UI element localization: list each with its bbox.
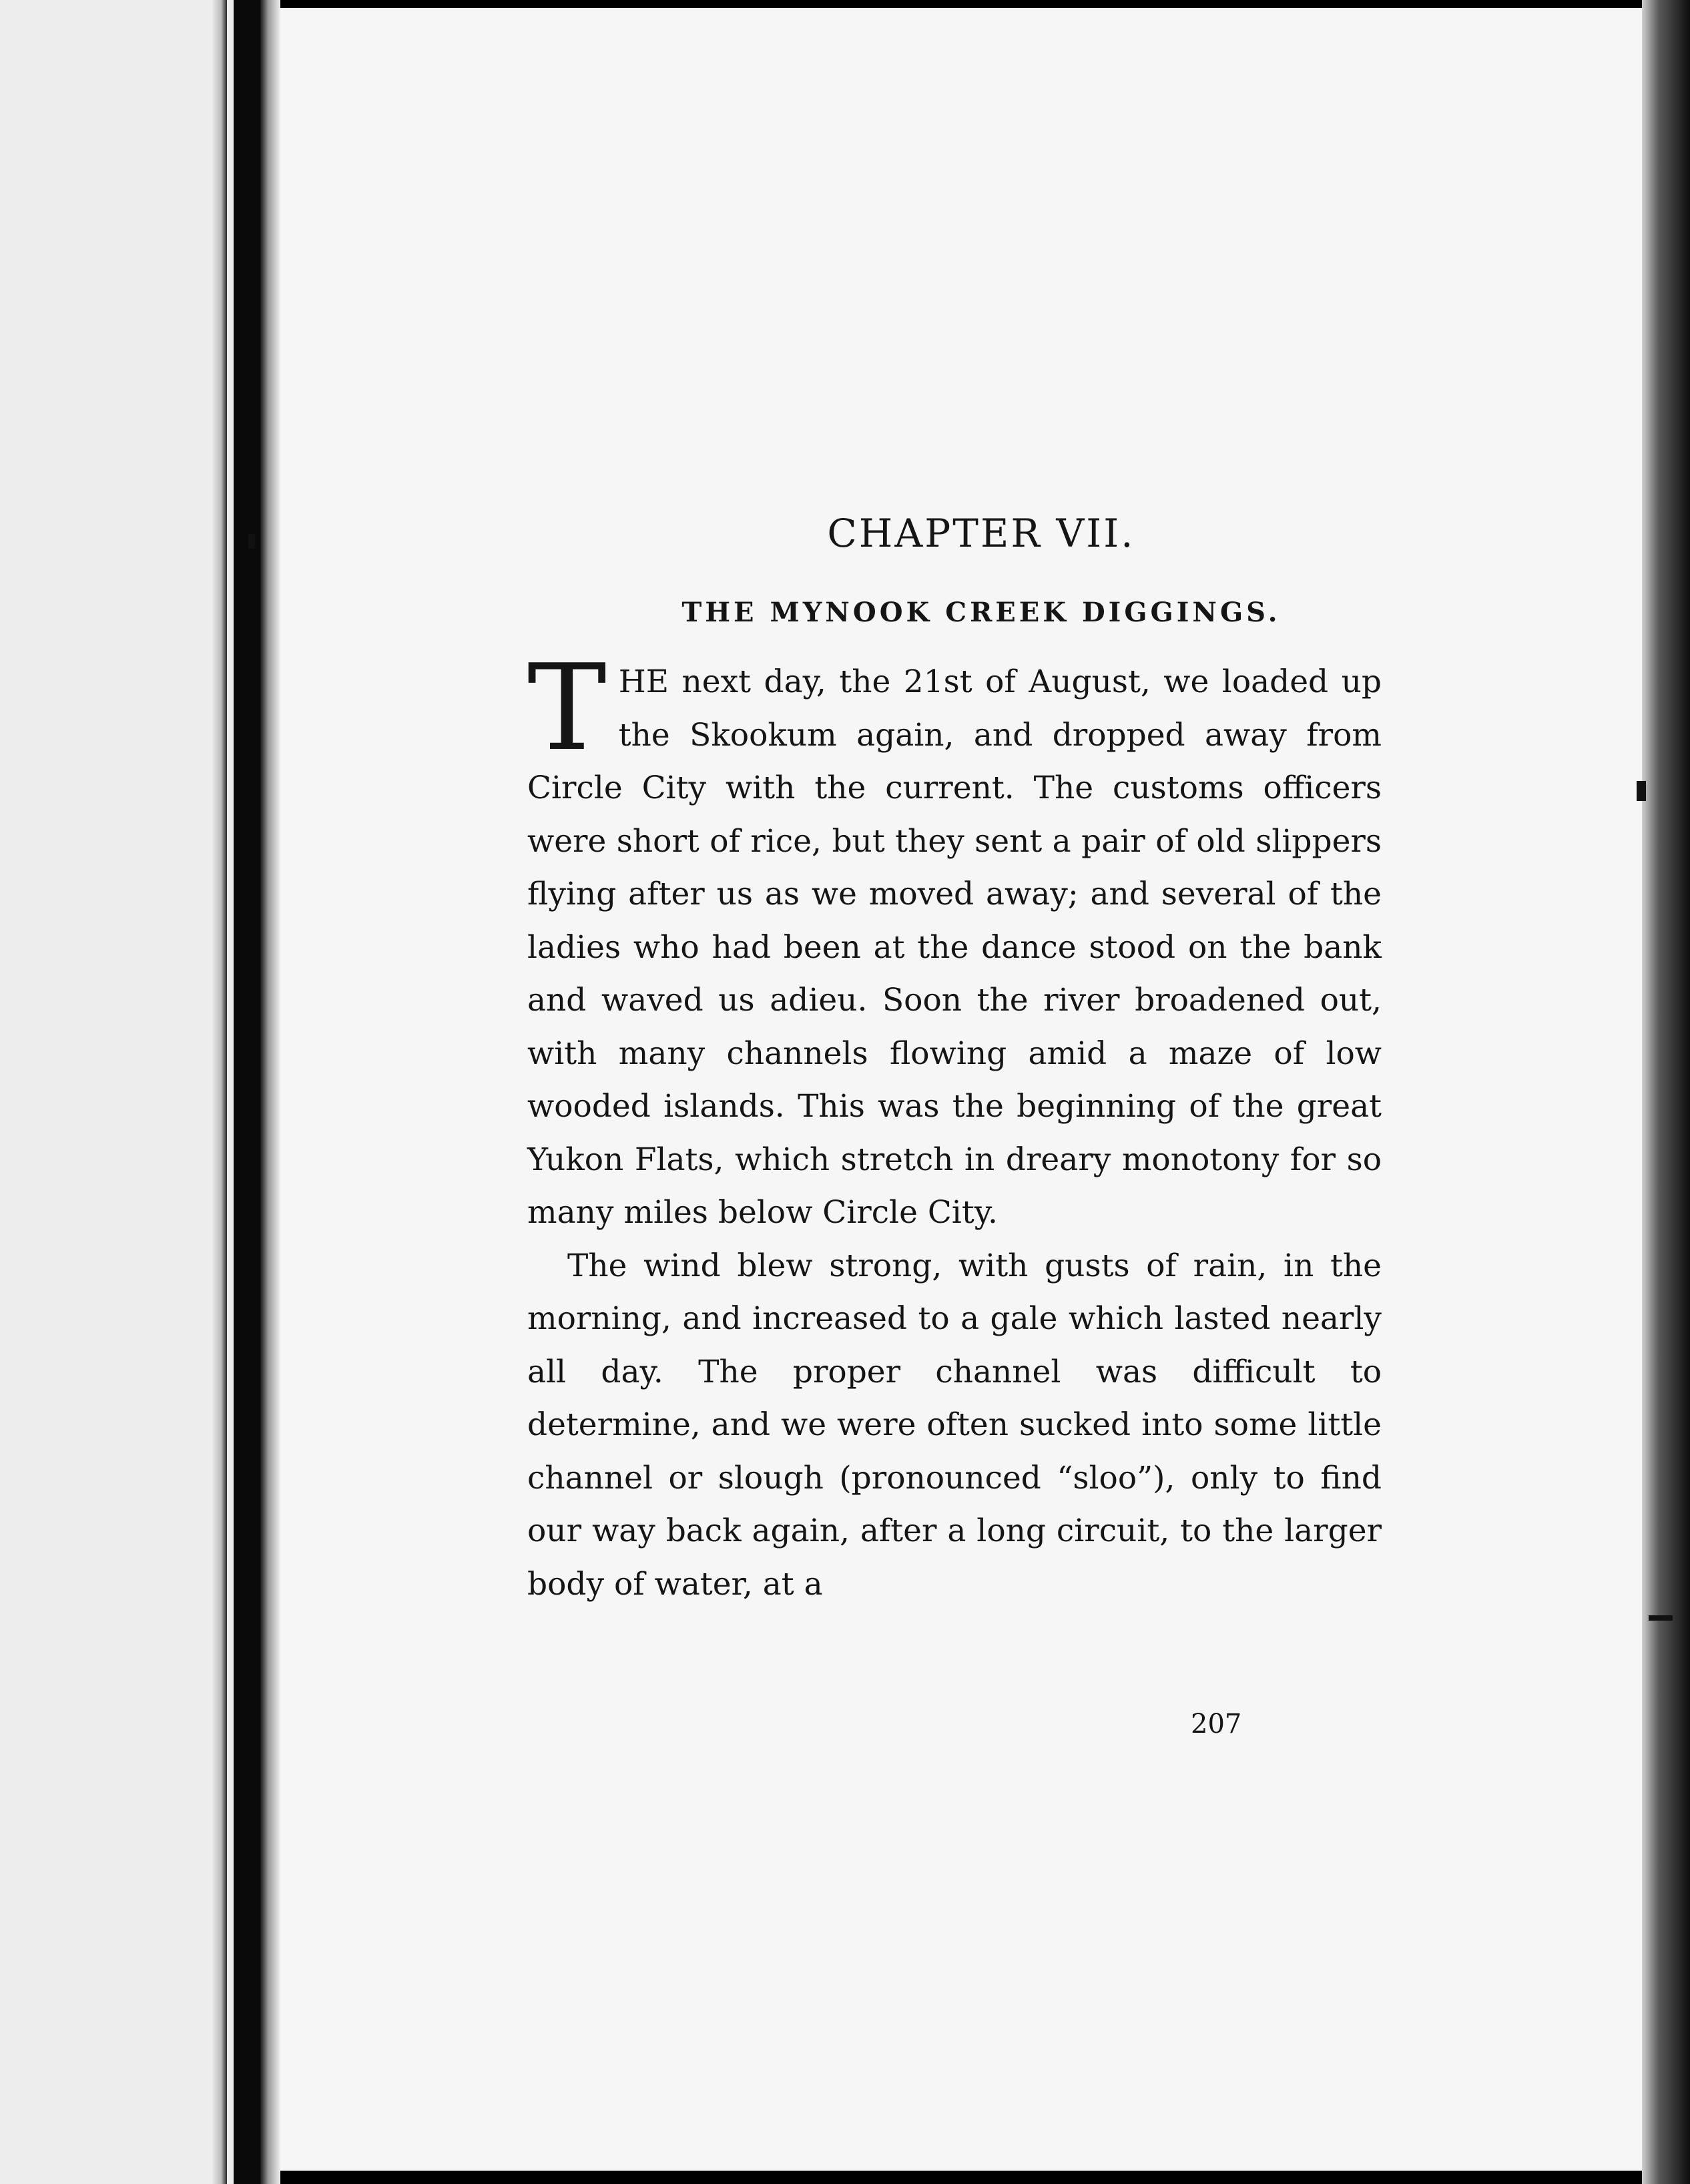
gutter-shadow bbox=[260, 0, 280, 2184]
page-text-block bbox=[527, 511, 1382, 1611]
paragraph-2: The wind blew strong, with gusts of rain, in the morning, and increased to a gale which lasted nearly all day. The proper channel was difficult to determine, and we were often sucked into some little channel or slough (pronounced “sloo”), only to find our way back again, after a long circuit, to the larger body of water, at a bbox=[527, 1247, 1382, 1603]
paragraph-1 bbox=[527, 639, 1382, 1240]
book-gutter bbox=[234, 0, 260, 2184]
drop-cap: T bbox=[527, 639, 607, 777]
page-number: 207 bbox=[1191, 1709, 1242, 1739]
paragraph-1-text: HE next day, the 21st of August, we loaded up the Skookum again, and dropped away from Circle City with the current. The customs officers were short of rice, but they sent a pair of old slippers flying after us as we moved away; and several of the ladies who had been at the dance stood on the bank and waved us adieu. Soon the river broadened out, with many channels flowing amid a maze of low wooded islands. This was the beginning of the great Yukon Flats, which stretch in dreary monotony for so many miles below Circle City. bbox=[527, 663, 1382, 1231]
body-text bbox=[527, 639, 1382, 1611]
scan-speck bbox=[248, 534, 255, 549]
chapter-title: CHAPTER VII. bbox=[827, 511, 1135, 556]
scan-speck bbox=[1637, 781, 1646, 801]
previous-page bbox=[0, 0, 234, 2184]
chapter-subtitle: THE MYNOOK CREEK DIGGINGS. bbox=[681, 597, 1281, 628]
previous-page-edge bbox=[212, 0, 227, 2184]
current-page-edge bbox=[1642, 0, 1690, 2184]
scan-speck bbox=[1649, 1615, 1673, 1621]
